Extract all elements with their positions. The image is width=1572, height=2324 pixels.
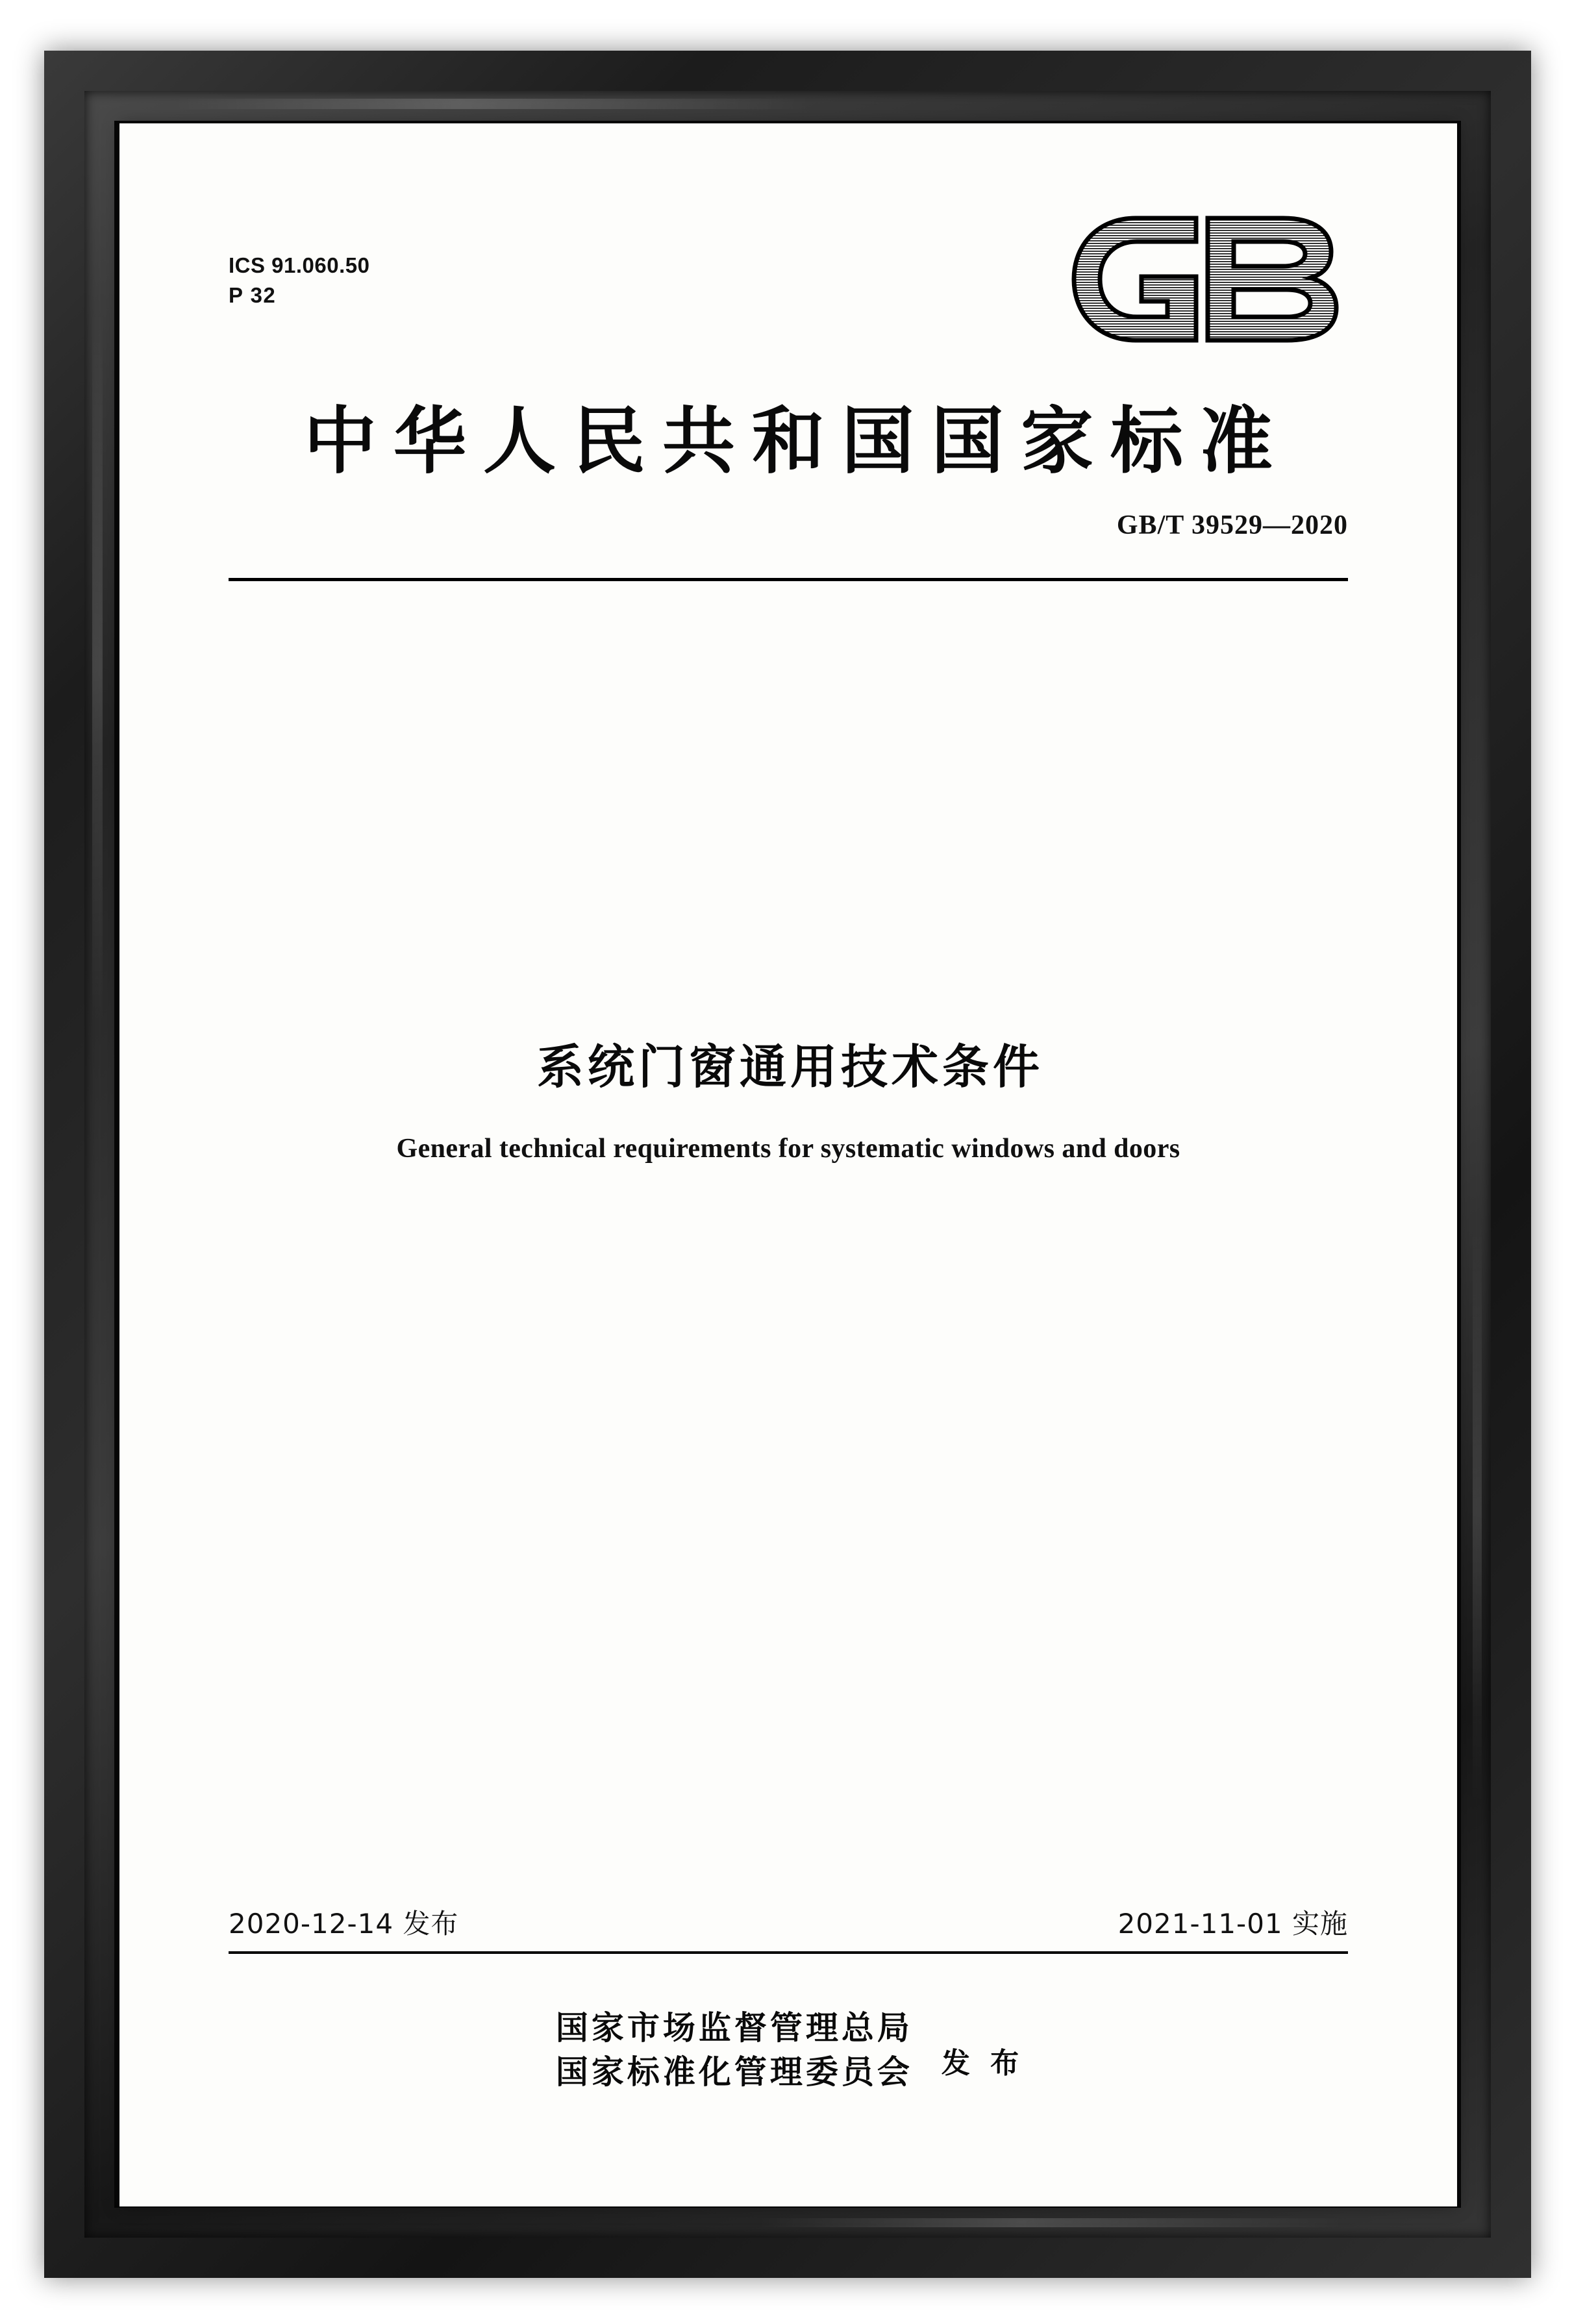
effective-date: 2021-11-01 实施: [1117, 1908, 1348, 1940]
document-title-chinese: 系统门窗通用技术条件: [536, 1040, 1043, 1094]
document-title-english: General technical requirements for systematic windows and doors: [396, 1134, 1180, 1164]
issuer-names: [553, 2006, 913, 2094]
issuer-publish-label: 发 布: [941, 2046, 1025, 2080]
divider-bottom: [229, 1951, 1348, 1954]
standard-cover-page: [119, 123, 1457, 2206]
divider-top: [229, 578, 1348, 581]
issue-date: 2020-12-14 发布: [229, 1908, 459, 1940]
national-standard-heading: 中华人民共和国国家标准: [304, 399, 1290, 484]
standard-number: GB/T 39529—2020: [1116, 510, 1348, 540]
issuing-authority-block: [119, 2006, 1457, 2094]
issuer-line-1: 国家市场监督管理总局: [555, 2009, 913, 2047]
gb-logo-icon: [1069, 214, 1348, 344]
ics-code: ICS 91.060.50: [229, 253, 370, 277]
ics-category-code: P 32: [229, 282, 277, 307]
issuer-line-2: 国家标准化管理委员会: [555, 2053, 913, 2091]
ics-classification-block: [229, 251, 370, 310]
